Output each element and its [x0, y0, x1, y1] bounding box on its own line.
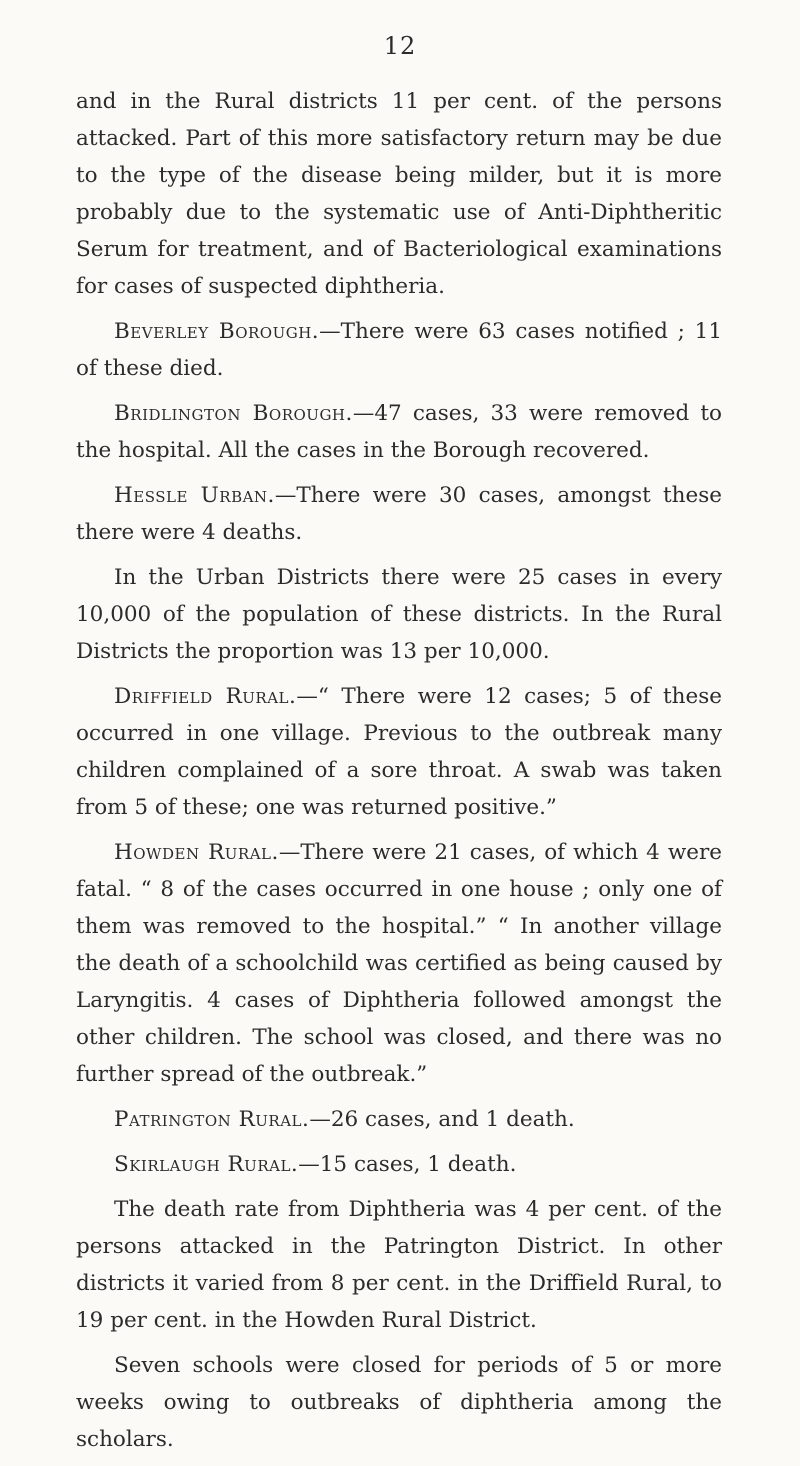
paragraph-beverley-borough: [76, 313, 722, 387]
paragraph-schools-closed: [76, 1347, 722, 1458]
paragraph-text: —There were 30 cases, amongst these there were 4 deaths.: [76, 483, 722, 545]
paragraph-text: —“ There were 12 cases; 5 of these occurred in one village. Previous to the outbreak many children complained of a sore throat. A swab was taken from 5 of these; one was returned positive.”: [76, 684, 722, 820]
paragraph-driffield-rural: [76, 678, 722, 826]
section-heading: Beverley Borough.: [114, 319, 320, 344]
paragraph-death-rate: [76, 1191, 722, 1339]
paragraph-bridlington-borough: [76, 395, 722, 469]
section-heading: Skirlaugh Rural.: [114, 1152, 299, 1177]
paragraph-urban-rural-proportion: [76, 559, 722, 670]
paragraph-text: In the Urban Districts there were 25 cases in every 10,000 of the population of these districts. In the Rural Districts the proportion was 13 per 10,000.: [76, 565, 722, 664]
paragraph-text: —There were 63 cases notified ; 11 of these died.: [76, 319, 723, 381]
paragraph-text: —26 cases, and 1 death.: [309, 1107, 575, 1132]
section-heading: Driffield Rural.: [114, 684, 297, 709]
paragraph-patrington-rural: [76, 1101, 722, 1138]
section-heading: Bridlington Borough.: [114, 401, 353, 426]
paragraph-text: and in the Rural districts 11 per cent. of the persons attacked. Part of this more satisfactory return may be due to the type of the disease being milder, but it is more probably due to the systematic use of Anti-Diphtheritic Serum for treatment, and of Bacteriological examinations for cases of suspected diphtheria.: [76, 89, 722, 299]
paragraph-text: The death rate from Diphtheria was 4 per cent. of the persons attacked in the Patrington District. In other districts it varied from 8 per cent. in the Driffield Rural, to 19 per cent. in the Howden Rural District.: [76, 1197, 722, 1333]
section-heading: Howden Rural.: [114, 840, 279, 865]
paragraph-hessle-urban: [76, 477, 722, 551]
section-heading: Hessle Urban.: [114, 483, 275, 508]
paragraph-text: Seven schools were closed for periods of 5 or more weeks owing to outbreaks of diphtheria among the scholars.: [76, 1353, 722, 1452]
page-number: 12: [383, 32, 417, 60]
paragraph-skirlaugh-rural: [76, 1146, 722, 1183]
section-heading: Patrington Rural.: [114, 1107, 310, 1132]
paragraph-howden-rural: [76, 834, 722, 1093]
paragraph-continuation: [76, 83, 722, 305]
paragraph-text: —15 cases, 1 death.: [298, 1152, 517, 1177]
paragraph-text: —There were 21 cases, of which 4 were fatal. “ 8 of the cases occurred in one house ; only one of them was removed to the hospital.” “ In another village the death of a schoolchild was certified as being caused by Laryngitis. 4 cases of Diphtheria followed amongst the other children. The school was closed, and there was no further spread of the outbreak.”: [76, 840, 722, 1087]
paragraph-text: —47 cases, 33 were removed to the hospital. All the cases in the Borough recovered.: [76, 401, 722, 463]
document-body: [76, 83, 722, 1466]
